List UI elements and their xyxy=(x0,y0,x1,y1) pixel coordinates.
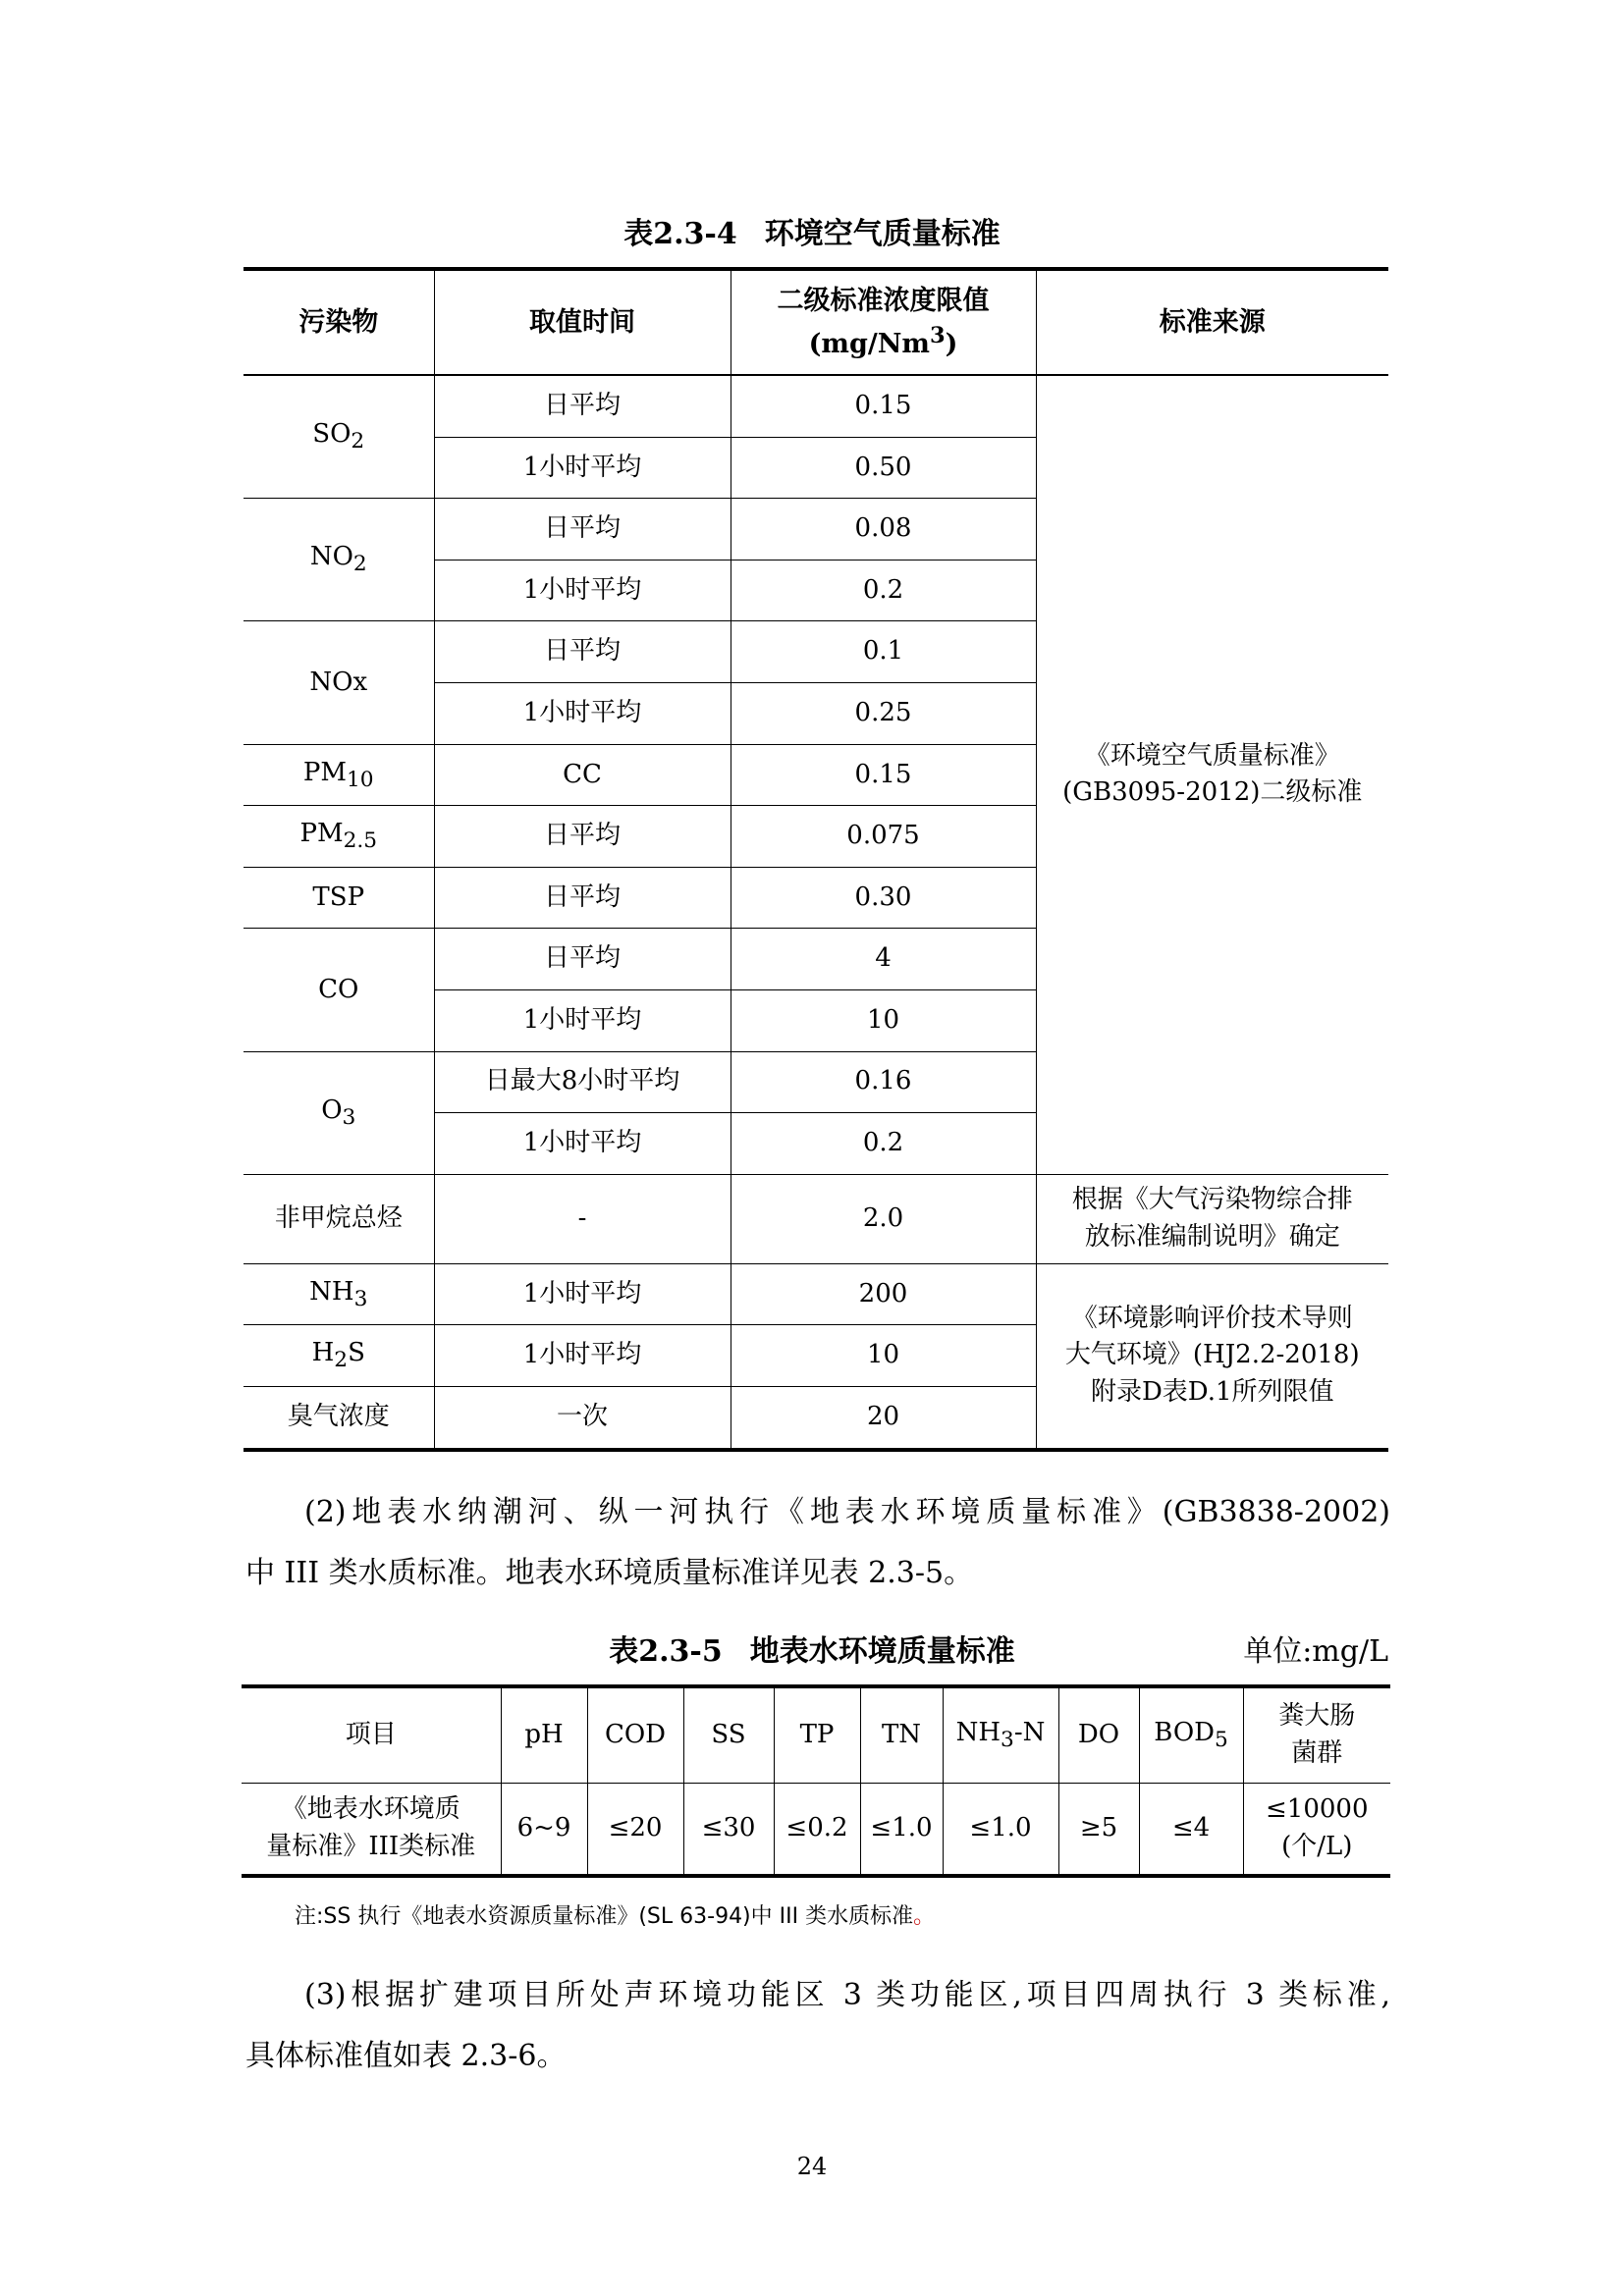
source-nmhc: 根据《大气污染物综合排 放标准编制说明》确定 xyxy=(1036,1174,1388,1263)
pollutant-cell: $O_3$ xyxy=(244,1051,434,1174)
value-cell: 0.1 xyxy=(731,621,1036,683)
table2-unit: 单位:mg/L xyxy=(1243,1634,1388,1669)
pollutant-cell: NOx xyxy=(244,621,434,744)
time-cell: 1小时平均 xyxy=(434,682,731,744)
table2-note: 注:SS 执行《地表水资源质量标准》(SL 63-94)中 III 类水质标准。 xyxy=(295,1904,936,1929)
source-gb3095: 《环境空气质量标准》 (GB3095-2012)二级标准 xyxy=(1036,375,1388,1174)
value-cell: 4 xyxy=(731,929,1036,990)
value-cell: 0.08 xyxy=(731,499,1036,561)
paragraph-line: (3)根据扩建项目所处声环境功能区 3 类功能区,项目四周执行 3 类标准, xyxy=(304,1978,1390,2012)
pollutant-cell: CO xyxy=(244,929,434,1051)
pollutant-cell: $H_2S$ xyxy=(244,1325,434,1387)
nh3n-cell: ≤1.0 xyxy=(943,1784,1058,1877)
time-cell: 日平均 xyxy=(434,375,731,437)
air-quality-standard-table xyxy=(244,267,1388,1452)
time-cell: 1小时平均 xyxy=(434,989,731,1051)
paragraph-line: (2)地表水纳潮河、纵一河执行《地表水环境质量标准》(GB3838-2002) xyxy=(304,1495,1390,1529)
paragraph-line: 中 III 类水质标准。地表水环境质量标准详见表 2.3-5。 xyxy=(245,1556,974,1590)
time-cell: 1小时平均 xyxy=(434,560,731,621)
header-tn: TN xyxy=(860,1686,943,1784)
header-pollutant: 污染物 xyxy=(244,269,434,375)
table2-caption-title: 地表水环境质量标准 xyxy=(749,1634,1015,1669)
value-cell: 0.30 xyxy=(731,867,1036,929)
ph-cell: 6~9 xyxy=(501,1784,587,1877)
value-cell: 0.16 xyxy=(731,1051,1036,1113)
time-cell: 1小时平均 xyxy=(434,1263,731,1325)
pollutant-cell: $PM_{2.5}$ xyxy=(244,806,434,868)
value-cell: 10 xyxy=(731,1325,1036,1387)
tp-cell: ≤0.2 xyxy=(774,1784,860,1877)
header-nh3n: $NH_3-N$ xyxy=(943,1686,1058,1784)
value-cell: 20 xyxy=(731,1386,1036,1449)
header-limit xyxy=(731,269,1036,375)
header-limit-unit-sup: 3 xyxy=(929,323,946,348)
source-hj22: 《环境影响评价技术导则 大气环境》(HJ2.2-2018) 附录D表D.1所列限值 xyxy=(1036,1263,1388,1449)
value-cell: 200 xyxy=(731,1263,1036,1325)
ss-cell: ≤30 xyxy=(683,1784,774,1877)
table1-caption-title: 环境空气质量标准 xyxy=(764,217,1001,251)
pollutant-cell: TSP xyxy=(244,867,434,929)
header-limit-unit: (mg/Nm xyxy=(808,329,930,359)
time-cell: - xyxy=(434,1174,731,1263)
value-cell: 2.0 xyxy=(731,1174,1036,1263)
value-cell: 0.15 xyxy=(731,375,1036,437)
header-time: 取值时间 xyxy=(434,269,731,375)
header-source: 标准来源 xyxy=(1036,269,1388,375)
time-cell: 1小时平均 xyxy=(434,437,731,499)
value-cell: 0.50 xyxy=(731,437,1036,499)
time-cell: 日最大8小时平均 xyxy=(434,1051,731,1113)
header-ph: pH xyxy=(501,1686,587,1784)
table2-caption-number: 表2.3-5 xyxy=(609,1634,723,1669)
header-do: DO xyxy=(1058,1686,1139,1784)
bod5-cell: ≤4 xyxy=(1139,1784,1243,1877)
time-cell: 1小时平均 xyxy=(434,1325,731,1387)
pollutant-cell: $NO_2$ xyxy=(244,499,434,621)
fecal-coliform-cell: ≤10000 (个/L) xyxy=(1243,1784,1390,1877)
time-cell: 日平均 xyxy=(434,867,731,929)
header-item: 项目 xyxy=(242,1686,501,1784)
pollutant-cell: 臭气浓度 xyxy=(244,1386,434,1449)
item-cell: 《地表水环境质 量标准》III类标准 xyxy=(242,1784,501,1877)
header-bod5: $BOD_5$ xyxy=(1139,1686,1243,1784)
paragraph-noise xyxy=(245,1965,1390,2087)
pollutant-cell: $NH_3$ xyxy=(244,1263,434,1325)
cod-cell: ≤20 xyxy=(587,1784,683,1877)
pollutant-cell: $SO_2$ xyxy=(244,375,434,499)
time-cell: 日平均 xyxy=(434,806,731,868)
do-cell: ≥5 xyxy=(1058,1784,1139,1877)
header-limit-line1: 二级标准浓度限值 xyxy=(777,285,990,316)
table1-caption-number: 表2.3-4 xyxy=(623,217,737,251)
header-tp: TP xyxy=(774,1686,860,1784)
value-cell: 0.15 xyxy=(731,744,1036,806)
pollutant-cell: 非甲烷总烃 xyxy=(244,1174,434,1263)
value-cell: 0.2 xyxy=(731,1113,1036,1175)
time-cell: CC xyxy=(434,744,731,806)
header-ss: SS xyxy=(683,1686,774,1784)
value-cell: 10 xyxy=(731,989,1036,1051)
page-number: 24 xyxy=(796,2153,828,2180)
paragraph-surface-water xyxy=(245,1482,1390,1604)
value-cell: 0.2 xyxy=(731,560,1036,621)
header-cod: COD xyxy=(587,1686,683,1784)
paragraph-line: 具体标准值如表 2.3-6。 xyxy=(245,2039,567,2073)
tn-cell: ≤1.0 xyxy=(860,1784,943,1877)
table1-caption xyxy=(0,209,1624,252)
time-cell: 日平均 xyxy=(434,929,731,990)
time-cell: 一次 xyxy=(434,1386,731,1449)
header-limit-unit-close: ) xyxy=(945,329,958,359)
value-cell: 0.25 xyxy=(731,682,1036,744)
header-fecal-coliform: 粪大肠 菌群 xyxy=(1243,1686,1390,1784)
pollutant-cell: $PM_{10}$ xyxy=(244,744,434,806)
time-cell: 日平均 xyxy=(434,621,731,683)
value-cell: 0.075 xyxy=(731,806,1036,868)
time-cell: 1小时平均 xyxy=(434,1113,731,1175)
surface-water-standard-table xyxy=(242,1684,1390,1878)
time-cell: 日平均 xyxy=(434,499,731,561)
